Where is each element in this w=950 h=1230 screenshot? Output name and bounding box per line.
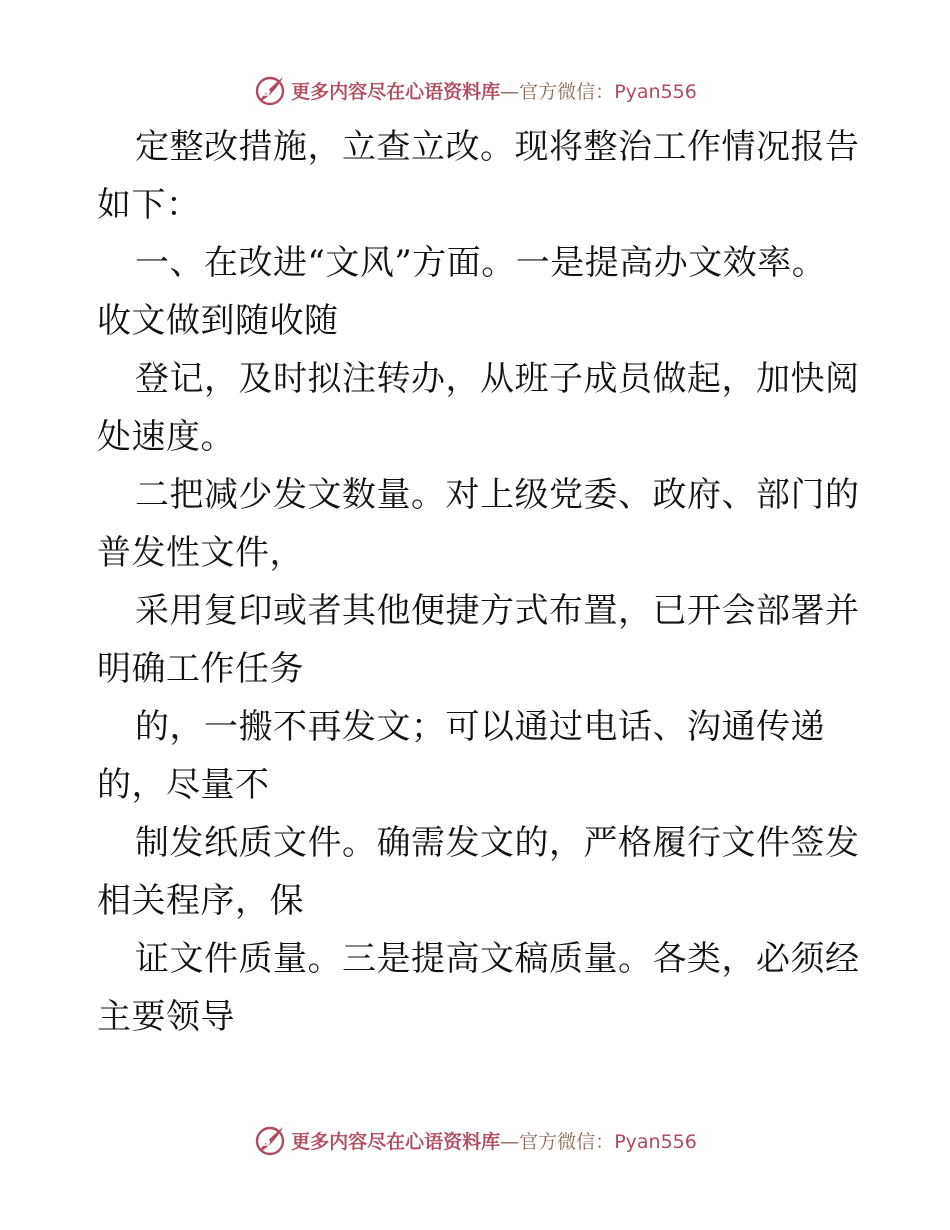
header-banner-dash: — [500, 80, 520, 103]
body-line: 收文做到随收随 [97, 301, 339, 341]
body-line: 制发纸质文件。确需发文的，严格履行文件签发 [135, 823, 860, 863]
body-line: 处速度。 [97, 417, 235, 457]
header-banner [0, 70, 950, 110]
footer-banner-sub: 官方微信： [519, 1130, 615, 1153]
body-line: 普发性文件， [97, 533, 304, 573]
body-line: 如下： [97, 185, 201, 225]
body-line: 登记，及时拟注转办，从班子成员做起，加快阅 [135, 359, 860, 399]
body-line: 主要领导 [97, 997, 235, 1037]
body-line: 证文件质量。三是提高文稿质量。各类，必须经 [135, 939, 860, 979]
body-line: 的，一搬不再发文；可以通过电话、沟通传递 [135, 707, 825, 747]
body-line: 的，尽量不 [97, 765, 270, 805]
quill-pen-logo-icon [253, 1123, 287, 1157]
body-line: 定整改措施，立查立改。现将整治工作情况报告 [135, 127, 860, 167]
body-line: 采用复印或者其他便捷方式布置，已开会部署并 [135, 591, 860, 631]
body-line: 相关程序，保 [97, 881, 304, 921]
footer-banner-dash: — [500, 1130, 520, 1153]
body-line: 明确工作任务 [97, 649, 304, 689]
body-line: 一、在改进“文风”方面。一是提高办文效率。 [135, 243, 827, 283]
quill-pen-logo-icon [253, 73, 287, 107]
header-banner-text [291, 77, 697, 104]
footer-banner [0, 1120, 950, 1160]
document-body [97, 118, 860, 1046]
body-line: 二把减少发文数量。对上级党委、政府、部门的 [135, 475, 860, 515]
header-banner-main: 更多内容尽在心语资料库 [291, 80, 501, 103]
footer-banner-text [291, 1127, 697, 1154]
footer-banner-main: 更多内容尽在心语资料库 [291, 1130, 501, 1153]
header-banner-id: Pyan556 [614, 80, 697, 103]
header-banner-sub: 官方微信： [519, 80, 615, 103]
footer-banner-id: Pyan556 [614, 1130, 697, 1153]
